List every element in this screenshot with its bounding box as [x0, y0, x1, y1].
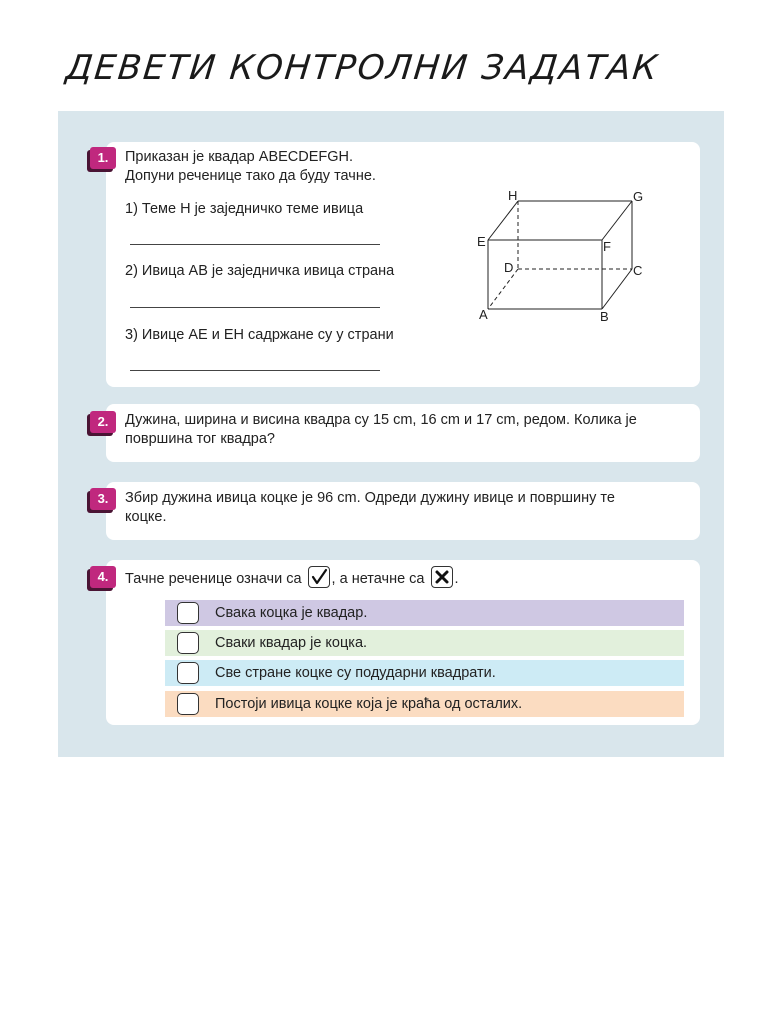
statement-text: Све стране коцке су подударни квадрати. [215, 665, 496, 681]
task-2-line2: површина тог квадра? [125, 431, 275, 447]
statement-row [165, 600, 684, 626]
statement-checkbox[interactable] [177, 632, 199, 654]
vertex-label-a: A [479, 307, 488, 322]
task-1-item-2: 2) Ивица AB је заједничка ивица страна [125, 263, 395, 279]
statement-row [165, 691, 684, 717]
statement-checkbox[interactable] [177, 602, 199, 624]
vertex-label-h: H [508, 188, 518, 203]
cross-mark-icon [431, 566, 453, 588]
vertex-label-e: E [477, 234, 486, 249]
task-4-instruction [125, 568, 459, 590]
statement-text: Постоји ивица коцке која је краћа од осталих. [215, 696, 523, 712]
task-3-line2: коцке. [125, 509, 167, 525]
statement-row [165, 660, 684, 686]
instruction-part-1: Тачне реченице означи са [125, 570, 302, 587]
statement-text: Свака коцка је квадар. [215, 605, 368, 621]
statement-checkbox[interactable] [177, 662, 199, 684]
page-title: ДЕВЕТИ КОНТРОЛНИ ЗАДАТАК [63, 48, 661, 88]
task-1-item-1: 1) Теме H је заједничко теме ивица [125, 201, 364, 217]
vertex-label-c: C [633, 263, 643, 278]
vertex-label-f: F [603, 239, 611, 254]
task-1-intro-line2: Допуни реченице тако да буду тачне. [125, 168, 376, 184]
task-4-number: 4. [90, 566, 116, 588]
task-1-intro-line1: Приказан је квадар ABECDEFGH. [125, 149, 354, 165]
instruction-end: . [454, 570, 459, 587]
task-2-line1: Дужина, ширина и висина квадра су 15 cm, 16 cm и 17 cm, редом. Колика је [125, 412, 637, 428]
cuboid-figure [470, 180, 660, 330]
vertex-label-d: D [504, 260, 514, 275]
instruction-part-2: , а нетачне са [331, 570, 425, 587]
answer-line-3[interactable] [130, 370, 380, 371]
statement-checkbox[interactable] [177, 693, 199, 715]
task-1-item-3: 3) Ивице AE и EH садржане су у страни [125, 327, 394, 343]
task-2-number: 2. [90, 411, 116, 433]
check-mark-icon [308, 566, 330, 588]
vertex-label-g: G [633, 189, 644, 204]
answer-line-2[interactable] [130, 307, 380, 308]
answer-line-1[interactable] [130, 244, 380, 245]
task-3-line1: Збир дужина ивица коцке је 96 cm. Одреди дужину ивице и површину те [125, 490, 615, 506]
vertex-label-b: B [600, 309, 609, 324]
statement-row [165, 630, 684, 656]
task-1-number: 1. [90, 147, 116, 169]
task-3-number: 3. [90, 488, 116, 510]
statement-text: Сваки квадар је коцка. [215, 635, 368, 651]
